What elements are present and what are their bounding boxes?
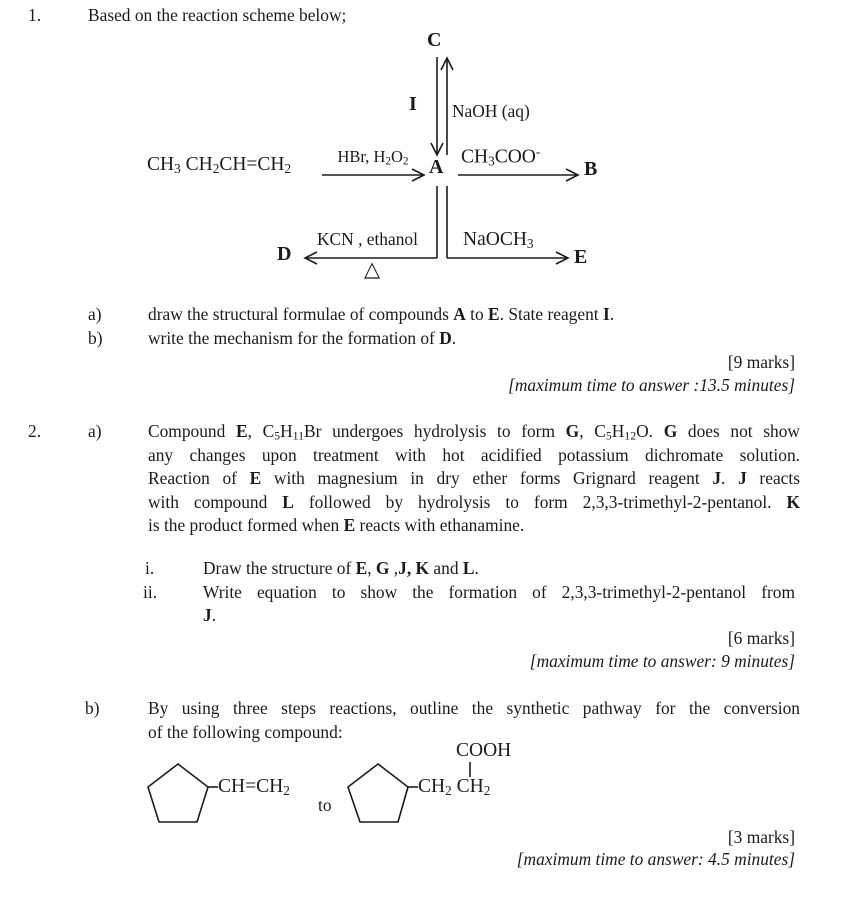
scheme-compound-b: B — [584, 158, 598, 180]
q1-marks: [9 marks] — [727, 352, 795, 372]
q2-item-ii-text: Write equation to show the formation of 2,3,3-trimethyl-2-pentanol from — [203, 582, 795, 602]
scheme-compound-e: E — [574, 246, 588, 268]
conversion-connector: to — [318, 795, 332, 815]
q1-part-b-text: write the mechanism for the formation of D. — [148, 328, 457, 348]
q2-a-time-note: [maximum time to answer: 9 minutes] — [529, 651, 795, 671]
arrowhead-right-icon — [556, 252, 568, 264]
scheme-compound-a: A — [429, 156, 444, 178]
q1-time-note: [maximum time to answer :13.5 minutes] — [508, 375, 795, 395]
q2-a-line: with compound L followed by hydrolysis to form 2,3,3-trimethyl-2-pentanol. K — [148, 492, 800, 512]
scheme-acetate-label: $CH_3COO^-$ — [461, 144, 541, 169]
cyclopentane-ring-left — [148, 764, 208, 822]
scheme-compound-c: C — [427, 29, 442, 51]
arrowhead-left-icon — [305, 252, 317, 264]
q2-item-ii-text-cont: J. — [203, 605, 217, 625]
right-ethylene-group-formula: $CH_2$ $CH_2$ — [418, 776, 491, 798]
heat-triangle-icon: △ — [364, 257, 381, 281]
q2-a-label: a) — [88, 421, 102, 441]
q1-part-a-text: draw the structural formulae of compounds A to E. State reagent I. — [148, 304, 615, 324]
scheme-hbr-label: HBr, $H_2O_2$ — [337, 147, 409, 168]
arrowhead-up-icon — [441, 58, 453, 70]
q1-part-a-label: a) — [88, 304, 102, 324]
arrowhead-down-icon — [431, 143, 443, 155]
q1-heading: Based on the reaction scheme below; — [88, 5, 347, 25]
scheme-reagent-i: I — [409, 93, 417, 115]
scheme-naoch3-label: NaOCH$_3$ — [463, 229, 534, 251]
q2-a-line: Compound E, $C_5H_{11}Br$ undergoes hydrolysis to form G, $C_5H_{12}O$. G does not show — [148, 421, 800, 443]
q1-part-b-label: b) — [88, 328, 103, 348]
q2-number: 2. — [28, 421, 42, 441]
q2-b-marks: [3 marks] — [727, 827, 795, 847]
cyclopentane-ring-right — [348, 764, 408, 822]
q2-item-i-label: i. — [145, 558, 155, 578]
q2-b-time-note: [maximum time to answer: 4.5 minutes] — [516, 849, 795, 869]
q2-item-ii-label: ii. — [143, 582, 158, 602]
q2-b-line: By using three steps reactions, outline the synthetic pathway for the conversion — [148, 698, 800, 718]
arrowhead-right-icon — [566, 169, 578, 181]
q2-b-label: b) — [85, 698, 100, 718]
q2-a-line: any changes upon treatment with hot acidified potassium dichromate solution. — [148, 445, 800, 465]
q1-number: 1. — [28, 5, 42, 25]
q2-item-i-text: Draw the structure of E, G ,J, K and L. — [203, 558, 479, 578]
scheme-compound-d: D — [277, 243, 292, 265]
q2-b-line: of the following compound: — [148, 722, 343, 742]
q2-a-line: Reaction of E with magnesium in dry ether forms Grignard reagent J. J reacts — [148, 468, 800, 488]
scheme-kcn-label: KCN , ethanol — [317, 229, 418, 249]
q2-a-marks: [6 marks] — [727, 628, 795, 648]
q2-a-line: is the product formed when E reacts with ethanamine. — [148, 515, 525, 535]
cooh-group-formula: COOH — [456, 740, 512, 761]
scheme-reactant-formula: $CH_3$ $CH_2CH=CH_2$ — [147, 154, 292, 176]
left-vinyl-group-formula: $CH=CH_2$ — [218, 776, 290, 798]
scheme-naoh-label: NaOH (aq) — [452, 101, 530, 121]
arrowhead-right-icon — [412, 169, 424, 181]
